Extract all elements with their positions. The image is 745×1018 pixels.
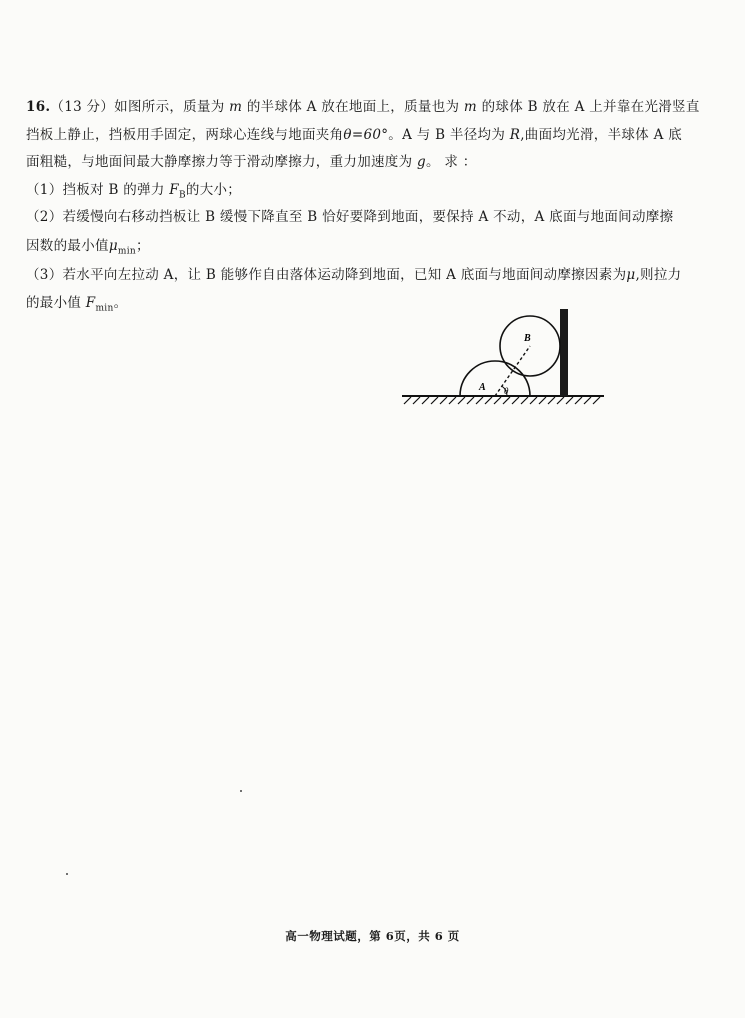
subscript: min	[95, 303, 114, 314]
mass-symbol: m	[463, 99, 478, 115]
page-footer: 高一物理试题，第 6页，共 6 页	[285, 929, 460, 943]
question-text: ,则拉力	[635, 267, 682, 283]
question-text: ；	[136, 238, 150, 254]
question-text: 的最小值	[26, 295, 86, 311]
question-text: （1）挡板对 B 的弹力	[26, 182, 170, 198]
question-2-line-2	[26, 237, 150, 261]
label-theta: θ	[504, 386, 509, 396]
gravity-symbol: g	[417, 154, 426, 170]
ground-hatching	[404, 397, 600, 404]
mu-symbol: μ	[108, 238, 118, 254]
scan-speck	[66, 873, 68, 875]
question-2-line-1	[26, 208, 673, 226]
question-3-line-1	[26, 266, 681, 284]
problem-line-2	[26, 126, 682, 144]
problem-line-1	[26, 98, 700, 116]
question-text: 因数的最小值	[26, 238, 109, 254]
physics-figure	[400, 305, 610, 410]
question-text: 的大小；	[185, 182, 242, 198]
problem-score: （13 分）	[50, 99, 115, 115]
force-symbol: F	[85, 295, 96, 311]
question-text: （3）若水平向左拉动 A，让 B 能够作自由落体运动降到地面，已知 A 底面与地面间动摩擦因素为	[26, 267, 627, 283]
stem-text: 如图所示，质量为	[114, 99, 230, 115]
hemisphere-a	[460, 361, 530, 396]
problem-number: 16.	[26, 99, 51, 115]
problem-line-3	[26, 153, 477, 171]
force-symbol: F	[169, 182, 179, 198]
question-text: 。	[113, 295, 128, 311]
question-1	[26, 181, 241, 205]
vertical-board	[560, 309, 568, 396]
stem-text: 。 求 ：	[425, 154, 477, 170]
stem-text: ,曲面均光滑，半球体 A 底	[520, 127, 683, 143]
stem-text: 的球体 B 放在 A 上并靠在光滑竖直	[477, 99, 700, 115]
stem-text: 挡板上静止，挡板用手固定，两球心连线与地面夹角	[26, 127, 344, 143]
subscript: min	[117, 246, 136, 257]
label-a: A	[479, 382, 486, 393]
question-text: （2）若缓慢向右移动挡板让 B 缓慢下降直至 B 恰好要降到地面，要保持 A 不动，A 底面与地面间动摩擦	[26, 209, 674, 225]
label-b: B	[524, 333, 531, 344]
angle-expression: θ=60°	[343, 127, 389, 143]
stem-text: 面粗糙，与地面间最大静摩擦力等于滑动摩擦力，重力加速度为	[26, 154, 417, 170]
question-3-line-2	[26, 294, 127, 318]
mu-symbol: μ	[626, 267, 636, 283]
stem-text: 。A 与 B 半径均为	[388, 127, 510, 143]
stem-text: 的半球体 A 放在地面上，质量也为	[242, 99, 464, 115]
mass-symbol: m	[229, 99, 243, 115]
subscript: B	[178, 190, 186, 201]
scan-speck	[240, 790, 242, 792]
radius-symbol: R	[509, 127, 521, 143]
